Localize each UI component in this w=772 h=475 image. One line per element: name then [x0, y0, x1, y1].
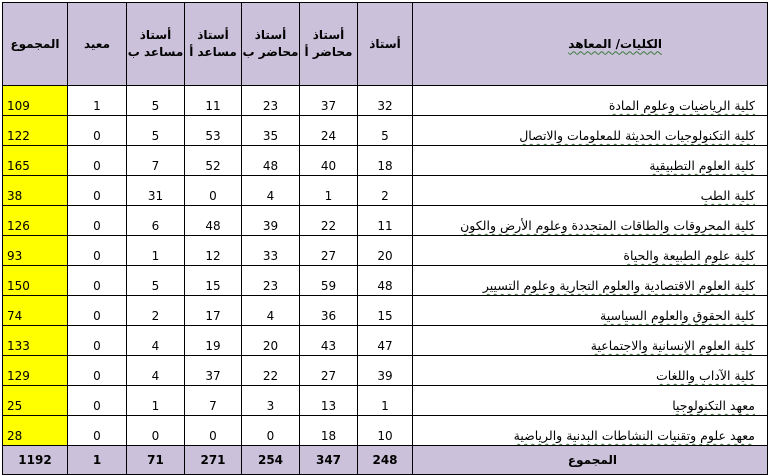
- table-row: [3, 116, 768, 146]
- lecturer-a-cell: 24: [300, 116, 358, 146]
- lecturer-b-cell: 22: [242, 356, 300, 386]
- lecturer-b-cell: 4: [242, 176, 300, 206]
- faculty-name: كلية المحروقات والطاقات المتجددة وعلوم الأرض والكون: [413, 206, 768, 236]
- assistant-b-cell: 4: [127, 356, 185, 386]
- total-cell: 93: [3, 236, 68, 266]
- total-cell: 129: [3, 356, 68, 386]
- total-cell: 28: [3, 416, 68, 446]
- repeater-cell: 0: [68, 266, 127, 296]
- lecturer-b-cell: 0: [242, 416, 300, 446]
- table-row: [3, 386, 768, 416]
- lecturer-b-cell: 39: [242, 206, 300, 236]
- total-cell: 126: [3, 206, 68, 236]
- total-cell: 122: [3, 116, 68, 146]
- header-row: [3, 3, 768, 86]
- header-assistant-prof-b: أستاذ مساعد ب: [127, 3, 185, 86]
- table-row: [3, 236, 768, 266]
- assistant-a-cell: 11: [185, 86, 242, 116]
- header-professor: أستاذ: [358, 3, 413, 86]
- total-cell: 25: [3, 386, 68, 416]
- table-row: [3, 86, 768, 116]
- total-cell: 109: [3, 86, 68, 116]
- faculty-name: كلية الرياضيات وعلوم المادة: [413, 86, 768, 116]
- lecturer-b-cell: 23: [242, 86, 300, 116]
- total-cell: 165: [3, 146, 68, 176]
- table-row: [3, 326, 768, 356]
- professor-cell: 32: [358, 86, 413, 116]
- table-row: [3, 206, 768, 236]
- professor-cell: 2: [358, 176, 413, 206]
- footer-lecturer-b: 254: [242, 446, 300, 475]
- repeater-cell: 0: [68, 116, 127, 146]
- staff-table: [2, 2, 768, 475]
- professor-cell: 1: [358, 386, 413, 416]
- lecturer-a-cell: 22: [300, 206, 358, 236]
- professor-cell: 20: [358, 236, 413, 266]
- assistant-a-cell: 12: [185, 236, 242, 266]
- lecturer-a-cell: 36: [300, 296, 358, 326]
- assistant-b-cell: 1: [127, 236, 185, 266]
- footer-row: [3, 446, 768, 475]
- lecturer-b-cell: 23: [242, 266, 300, 296]
- faculty-name: كلية العلوم التطبيقية: [413, 146, 768, 176]
- repeater-cell: 0: [68, 146, 127, 176]
- assistant-a-cell: 15: [185, 266, 242, 296]
- total-cell: 133: [3, 326, 68, 356]
- table-row: [3, 146, 768, 176]
- assistant-a-cell: 0: [185, 416, 242, 446]
- footer-label: المجموع: [413, 446, 768, 475]
- faculty-name: كلية التكنولوجيات الحديثة للمعلومات والاتصال: [413, 116, 768, 146]
- table-row: [3, 416, 768, 446]
- assistant-a-cell: 37: [185, 356, 242, 386]
- footer-lecturer-a: 347: [300, 446, 358, 475]
- repeater-cell: 0: [68, 416, 127, 446]
- professor-cell: 47: [358, 326, 413, 356]
- assistant-a-cell: 7: [185, 386, 242, 416]
- lecturer-a-cell: 43: [300, 326, 358, 356]
- footer-assistant-b: 71: [127, 446, 185, 475]
- repeater-cell: 0: [68, 326, 127, 356]
- professor-cell: 10: [358, 416, 413, 446]
- faculty-name: كلية الآداب واللغات: [413, 356, 768, 386]
- table-row: [3, 266, 768, 296]
- lecturer-b-cell: 3: [242, 386, 300, 416]
- assistant-b-cell: 5: [127, 86, 185, 116]
- lecturer-a-cell: 13: [300, 386, 358, 416]
- assistant-a-cell: 53: [185, 116, 242, 146]
- assistant-a-cell: 48: [185, 206, 242, 236]
- header-lecturer-a: أستاذ محاضر أ: [300, 3, 358, 86]
- faculty-name: كلية علوم الطبيعة والحياة: [413, 236, 768, 266]
- assistant-b-cell: 7: [127, 146, 185, 176]
- table-row: [3, 356, 768, 386]
- header-assistant-prof-a: أستاذ مساعد أ: [185, 3, 242, 86]
- lecturer-a-cell: 59: [300, 266, 358, 296]
- repeater-cell: 0: [68, 236, 127, 266]
- professor-cell: 18: [358, 146, 413, 176]
- footer-assistant-a: 271: [185, 446, 242, 475]
- lecturer-a-cell: 40: [300, 146, 358, 176]
- assistant-b-cell: 5: [127, 266, 185, 296]
- assistant-b-cell: 2: [127, 296, 185, 326]
- repeater-cell: 0: [68, 356, 127, 386]
- faculty-name: معهد علوم وتقنيات النشاطات البدنية والرياضية: [413, 416, 768, 446]
- lecturer-b-cell: 48: [242, 146, 300, 176]
- assistant-b-cell: 31: [127, 176, 185, 206]
- repeater-cell: 1: [68, 86, 127, 116]
- header-repeater: معيد: [68, 3, 127, 86]
- table-row: [3, 176, 768, 206]
- repeater-cell: 0: [68, 176, 127, 206]
- assistant-b-cell: 4: [127, 326, 185, 356]
- lecturer-b-cell: 20: [242, 326, 300, 356]
- repeater-cell: 0: [68, 206, 127, 236]
- lecturer-a-cell: 18: [300, 416, 358, 446]
- total-cell: 150: [3, 266, 68, 296]
- lecturer-a-cell: 27: [300, 356, 358, 386]
- lecturer-a-cell: 37: [300, 86, 358, 116]
- lecturer-b-cell: 33: [242, 236, 300, 266]
- lecturer-b-cell: 35: [242, 116, 300, 146]
- faculty-name: معهد التكنولوجيا: [413, 386, 768, 416]
- faculty-name: كلية الحقوق والعلوم السياسية: [413, 296, 768, 326]
- header-lecturer-b: أستاذ محاضر ب: [242, 3, 300, 86]
- professor-cell: 48: [358, 266, 413, 296]
- assistant-a-cell: 0: [185, 176, 242, 206]
- professor-cell: 5: [358, 116, 413, 146]
- assistant-a-cell: 17: [185, 296, 242, 326]
- assistant-b-cell: 1: [127, 386, 185, 416]
- professor-cell: 39: [358, 356, 413, 386]
- assistant-a-cell: 19: [185, 326, 242, 356]
- repeater-cell: 0: [68, 296, 127, 326]
- lecturer-b-cell: 4: [242, 296, 300, 326]
- total-cell: 38: [3, 176, 68, 206]
- assistant-b-cell: 5: [127, 116, 185, 146]
- assistant-b-cell: 6: [127, 206, 185, 236]
- lecturer-a-cell: 1: [300, 176, 358, 206]
- faculty-name: كلية العلوم الإنسانية والاجتماعية: [413, 326, 768, 356]
- footer-total: 1192: [3, 446, 68, 475]
- professor-cell: 15: [358, 296, 413, 326]
- faculty-name: كلية الطب: [413, 176, 768, 206]
- professor-cell: 11: [358, 206, 413, 236]
- total-cell: 74: [3, 296, 68, 326]
- repeater-cell: 0: [68, 386, 127, 416]
- faculty-name: كلية العلوم الاقتصادية والعلوم التجارية وعلوم التسيير: [413, 266, 768, 296]
- assistant-a-cell: 52: [185, 146, 242, 176]
- footer-repeater: 1: [68, 446, 127, 475]
- header-total: المجموع: [3, 3, 68, 86]
- lecturer-a-cell: 27: [300, 236, 358, 266]
- header-faculty: الكليات/ المعاهد: [413, 3, 768, 86]
- assistant-b-cell: 0: [127, 416, 185, 446]
- footer-professor: 248: [358, 446, 413, 475]
- table-row: [3, 296, 768, 326]
